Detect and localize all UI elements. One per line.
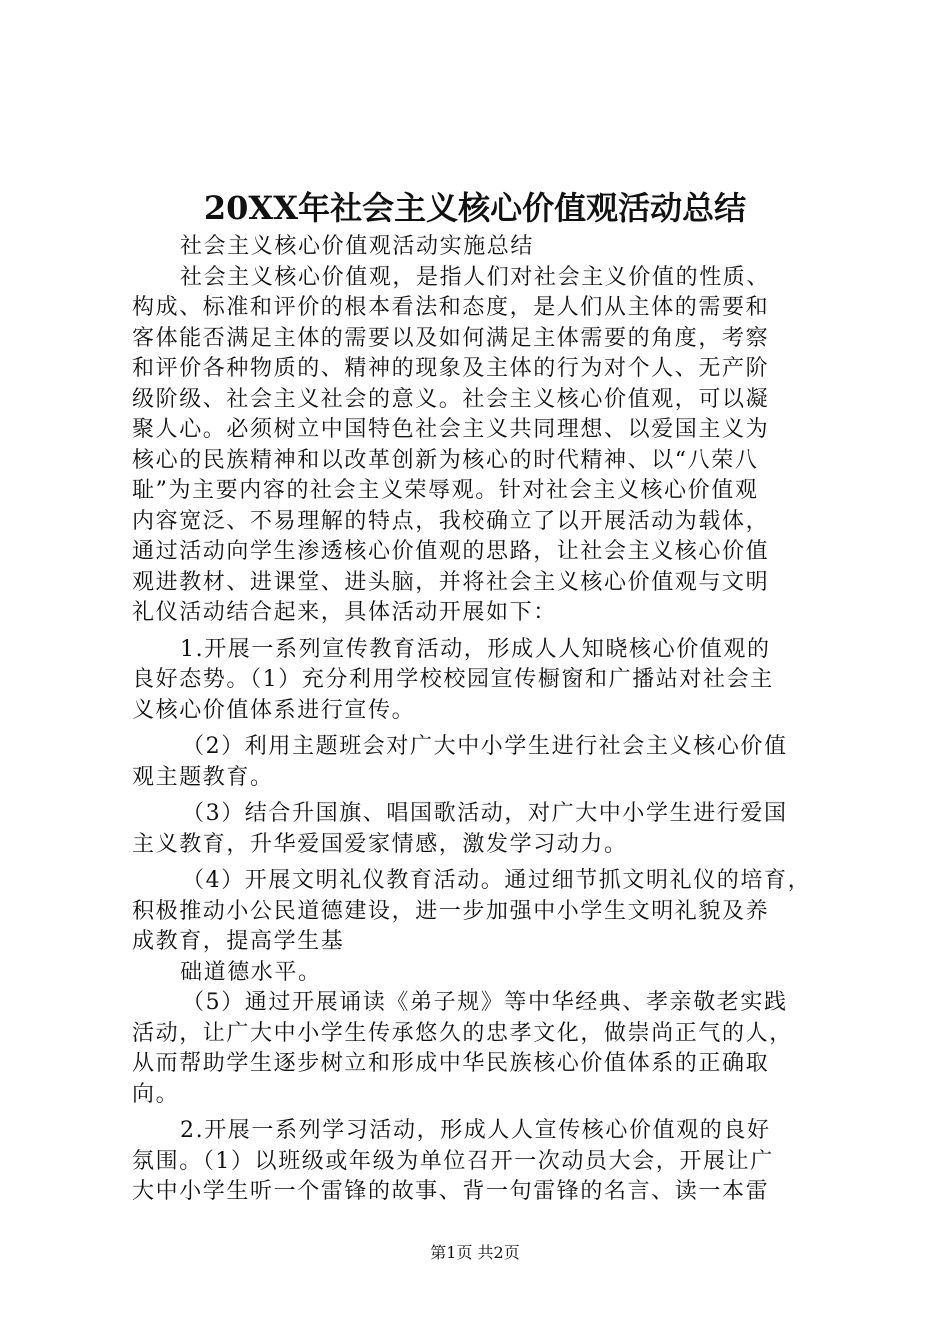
paragraph-line: 构成、标准和评价的根本看法和态度，是人们从主体的需要和 [132, 295, 770, 320]
page-footer: 第1页 共2页 [430, 1243, 520, 1262]
paragraph-line: 聚人心。必须树立中国特色社会主义共同理想、以爱国主义为 [132, 417, 770, 442]
paragraph-line: （5）通过开展诵读《弟子规》等中华经典、孝亲敬老实践 [182, 990, 788, 1015]
paragraph-line: 成教育，提高学生基 [132, 929, 345, 954]
paragraph-line: 氛围。（1）以班级或年级为单位召开一次动员大会，开展让广 [132, 1148, 774, 1174]
paragraph-line: 社会主义核心价值观，是指人们对社会主义价值的性质、 [180, 264, 771, 290]
paragraph-line: 和评价各种物质的、精神的现象及主体的行为对个人、无产阶 [132, 356, 770, 381]
paragraph-line: 向。 [132, 1081, 180, 1107]
paragraph-line: 内容宽泛、不易理解的特点，我校确立了以开展活动为载体， [132, 508, 770, 534]
paragraph-line: 客体能否满足主体的需要以及如何满足主体需要的角度，考察 [132, 325, 770, 351]
paragraph-line: 核心的民族精神和以改革创新为核心的时代精神、以“八荣八 [132, 447, 759, 473]
document-title: 20XX年社会主义核心价值观活动总结 [203, 189, 747, 227]
paragraph-line: 活动，让广大中小学生传承悠久的忠孝文化，做崇尚正气的人， [132, 1020, 793, 1046]
paragraph-line: 观进教材、进课堂、进头脑，并将社会主义核心价值观与文明 [132, 569, 770, 595]
paragraph-line: 主义教育，升华爱国爱家情感，激发学习动力。 [132, 831, 628, 857]
paragraph-line: （2）利用主题班会对广大中小学生进行社会主义核心价值 [182, 734, 788, 759]
paragraph-line: 耻”为主要内容的社会主义荣辱观。针对社会主义核心价值观 [132, 478, 759, 503]
paragraph-line: 从而帮助学生逐步树立和形成中华民族核心价值体系的正确取 [132, 1051, 770, 1076]
paragraph-line: 大中小学生听一个雷锋的故事、背一句雷锋的名言、读一本雷 [132, 1179, 770, 1204]
paragraph-line: 义核心价值体系进行宣传。 [132, 697, 416, 723]
paragraph-line: （4）开展文明礼仪教育活动。通过细节抓文明礼仪的培育， [182, 868, 812, 893]
subtitle-line: 社会主义核心价值观活动实施总结 [180, 234, 535, 259]
paragraph-line: （3）结合升国旗、唱国歌活动，对广大中小学生进行爱国 [182, 801, 788, 826]
document-body [132, 232, 838, 1208]
paragraph-line: 观主题教育。 [132, 764, 274, 790]
paragraph-line: 礼仪活动结合起来，具体活动开展如下： [132, 600, 557, 625]
paragraph-line: 积极推动小公民道德建设，进一步加强中小学生文明礼貌及养 [132, 898, 770, 924]
paragraph-line: 通过活动向学生渗透核心价值观的思路，让社会主义核心价值 [132, 539, 770, 564]
paragraph-line: 级阶级、社会主义社会的意义。社会主义核心价值观，可以凝 [132, 386, 770, 412]
paragraph-line: 础道德水平。 [180, 959, 322, 985]
paragraph-line: 2.开展一系列学习活动，形成人人宣传核心价值观的良好 [180, 1118, 771, 1143]
paragraph-line: 1.开展一系列宣传教育活动，形成人人知晓核心价值观的 [180, 636, 771, 662]
paragraph-line: 良好态势。（1）充分利用学校校园宣传橱窗和广播站对社会主 [132, 667, 774, 692]
